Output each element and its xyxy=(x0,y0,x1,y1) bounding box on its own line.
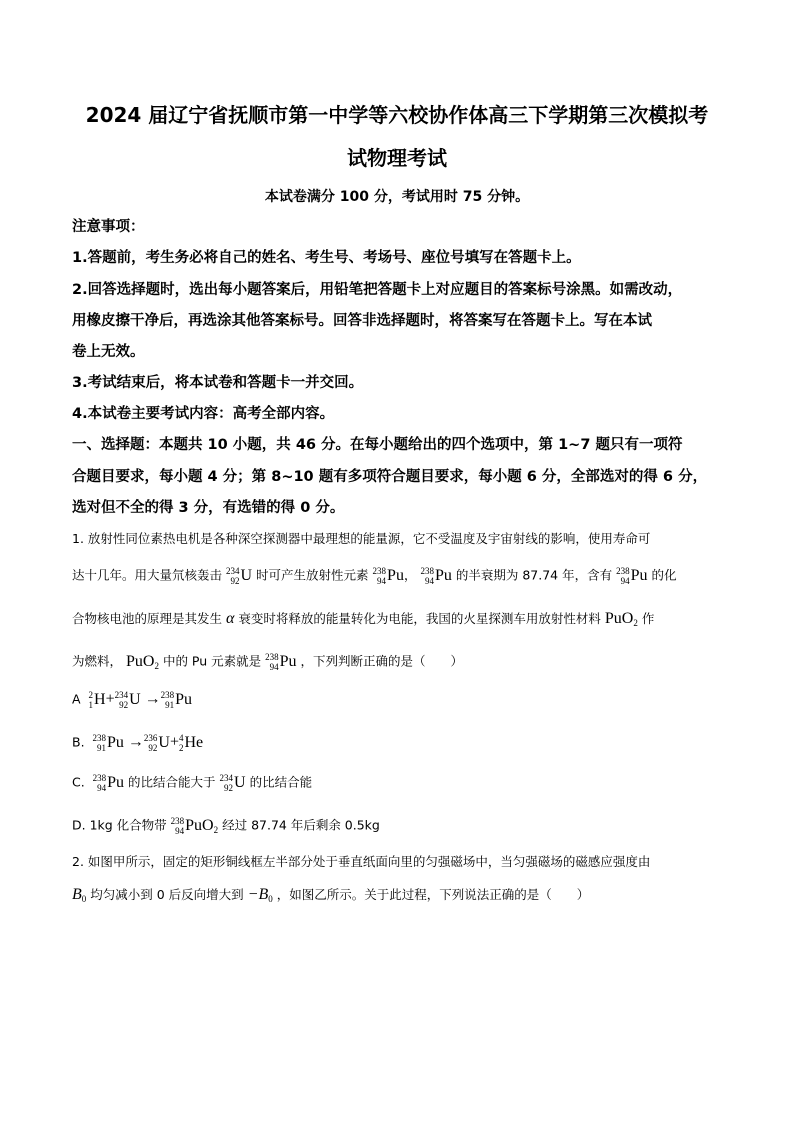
exam-title-line1: 2024 届辽宁省抚顺市第一中学等六校协作体高三下学期第三次模拟考 xyxy=(85,103,709,127)
nuclide-h2: 2 1 H xyxy=(88,690,106,710)
q1-option-d[interactable]: D. 1kg 化合物带 238 94 PuO2 经过 87.74 年后剩余 0.5kg xyxy=(72,816,380,836)
nuclide-u234: 234 92 U xyxy=(219,773,246,793)
nuclide-pu238: 238 94 Pu xyxy=(420,566,452,586)
exam-subtitle: 本试卷满分 100 分，考试用时 75 分钟。 xyxy=(264,189,530,205)
symbol-neg-b0: −B0 xyxy=(247,886,273,904)
section-instructions-line3: 选对但不全的得 3 分，有选错的得 0 分。 xyxy=(72,500,345,516)
nuclide-u236: 236 92 U xyxy=(143,733,170,753)
q1-line3: 合物核电池的原理是其发生 α 衰变时将释放的能量转化为电能，我国的火星探测车用放射性材料 PuO2 作 xyxy=(72,610,655,628)
nuclide-pu238-z91: 238 91 Pu xyxy=(92,733,124,753)
note-3: 3.考试结束后，将本试卷和答题卡一并交回。 xyxy=(72,375,364,391)
note-2-line2: 用橡皮擦干净后，再选涂其他答案标号。回答非选择题时，将答案写在答题卡上。写在本试 xyxy=(72,313,652,329)
note-2-line1: 2.回答选择题时，选出每小题答案后，用铅笔把答题卡上对应题目的答案标号涂黑。如需改动， xyxy=(72,282,683,298)
q2-line2: B0 均匀减小到 0 后反向增大到 −B0 ，如图乙所示。关于此过程，下列说法正确的是（ ） xyxy=(72,886,590,904)
q1-line2: 达十几年。用大量氘核轰击 234 92 U 时可产生放射性元素 238 94 Pu， 238 94 Pu 的半衰期为 87.74 年，含有 238 94 Pu 的化 xyxy=(72,566,677,586)
symbol-b0: B0 xyxy=(72,886,87,904)
notes-heading: 注意事项： xyxy=(72,219,145,235)
q1-line4: 为燃料， PuO2 中的 Pu 元素就是 238 94 Pu ，下列判断正确的是（ ） xyxy=(72,652,464,672)
q1-option-a[interactable]: A 2 1 H+ 234 92 U → 238 91 Pu xyxy=(72,690,193,710)
section-instructions-line2: 合题目要求，每小题 4 分；第 8~10 题有多项符合题目要求，每小题 6 分，全部选对的得 6 分， xyxy=(72,469,708,485)
alpha-symbol: α xyxy=(226,610,235,627)
exam-title-line2: 试物理考试 xyxy=(347,146,447,170)
formula-puo2-nuclide: 238 94 PuO2 xyxy=(170,816,219,836)
q1-line1: 1. 放射性同位素热电机是各种深空探测器中最理想的能量源，它不受温度及宇宙射线的影响，使用寿命可 xyxy=(72,531,651,546)
nuclide-u234: 234 92 U xyxy=(226,566,253,586)
q1-option-c[interactable]: C. 238 94 Pu 的比结合能大于 234 92 U 的比结合能 xyxy=(72,773,313,793)
q2-line1: 2. 如图甲所示，固定的矩形铜线框左半部分处于垂直纸面向里的匀强磁场中，当匀强磁场的磁感应强度由 xyxy=(72,854,651,869)
nuclide-u234: 234 92 U xyxy=(114,690,141,710)
section-instructions-line1: 一、选择题：本题共 10 小题，共 46 分。在每小题给出的四个选项中，第 1~7 题只有一项符 xyxy=(72,437,683,453)
note-4: 4.本试卷主要考试内容：高考全部内容。 xyxy=(72,406,335,422)
nuclide-pu238-z91: 238 91 Pu xyxy=(160,690,193,710)
nuclide-pu238: 238 94 Pu xyxy=(92,773,125,793)
formula-puo2: PuO2 xyxy=(126,652,159,671)
note-1: 1.答题前，考生务必将自己的姓名、考生号、考场号、座位号填写在答题卡上。 xyxy=(72,250,581,266)
nuclide-pu238: 238 94 Pu xyxy=(616,566,648,586)
nuclide-pu238: 238 94 Pu xyxy=(372,566,404,586)
nuclide-pu238: 238 94 Pu xyxy=(265,652,297,672)
note-2-line3: 卷上无效。 xyxy=(72,344,145,360)
nuclide-he4: 4 2 He xyxy=(179,733,204,753)
q1-option-b[interactable]: B. 238 91 Pu → 236 92 U+ 4 2 He xyxy=(72,733,204,753)
formula-puo2: PuO2 xyxy=(604,610,638,628)
